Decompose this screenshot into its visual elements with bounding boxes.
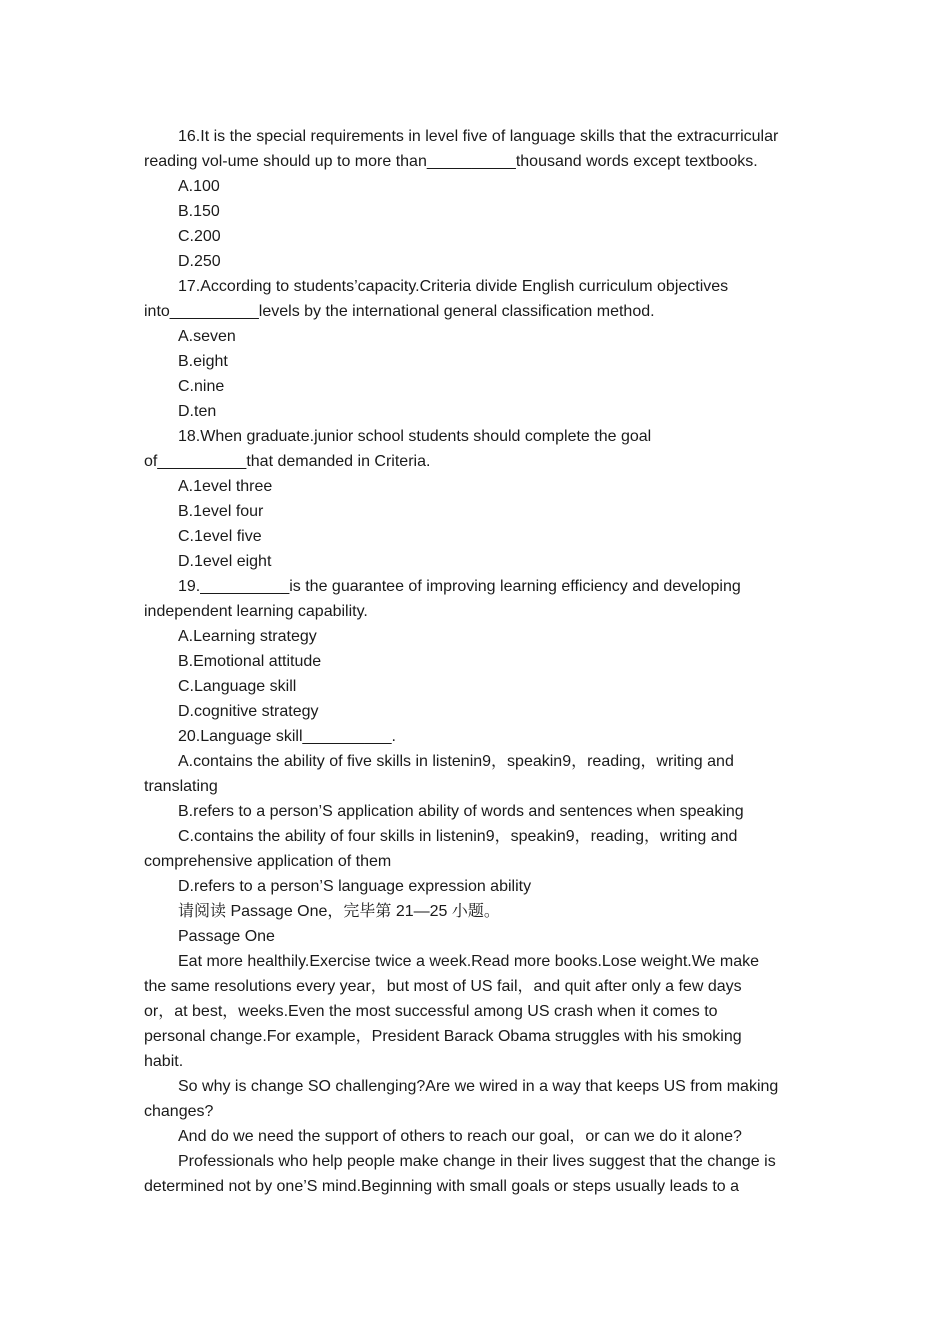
text-line: B.refers to a person’S application ability of words and sentences when speaking — [178, 803, 744, 820]
text-line: C.Language skill — [178, 678, 297, 695]
text-line: A.100 — [178, 178, 220, 195]
text-line: or，at best，weeks.Even the most successful among US crash when it comes to — [144, 1003, 718, 1020]
text-line: D.cognitive strategy — [178, 703, 319, 720]
text-line: A.seven — [178, 328, 236, 345]
text-line: So why is change SO challenging?Are we wired in a way that keeps US from making — [178, 1078, 779, 1095]
text-line: 20.Language skill__________. — [178, 728, 396, 745]
text-line: translating — [144, 778, 218, 795]
text-line: C.1evel five — [178, 528, 262, 545]
text-line: the same resolutions every year，but most of US fail，and quit after only a few days — [144, 978, 742, 995]
text-line: And do we need the support of others to reach our goal，or can we do it alone? — [178, 1128, 742, 1145]
text-line: 17.According to students’capacity.Criteria divide English curriculum objectives — [178, 278, 729, 295]
text-line: B.150 — [178, 203, 220, 220]
text-line: reading vol-ume should up to more than__________thousand words except textbooks. — [144, 153, 758, 170]
text-line: B.eight — [178, 353, 228, 370]
text-line: personal change.For example，President Barack Obama struggles with his smoking — [144, 1028, 742, 1045]
text-line: D.1evel eight — [178, 553, 272, 570]
text-line: habit. — [144, 1053, 184, 1070]
text-line: into__________levels by the international general classification method. — [144, 303, 655, 320]
text-line: C.200 — [178, 228, 221, 245]
text-line: B.Emotional attitude — [178, 653, 322, 670]
text-line: Professionals who help people make change in their lives suggest that the change is — [178, 1153, 776, 1170]
text-line: comprehensive application of them — [144, 853, 392, 870]
text-line: C.contains the ability of four skills in listenin9，speakin9，reading，writing and — [178, 828, 738, 845]
text-line: C.nine — [178, 378, 225, 395]
text-line: D.250 — [178, 253, 221, 270]
text-line: 19.__________is the guarantee of improving learning efficiency and developing — [178, 578, 741, 595]
text-line: independent learning capability. — [144, 603, 368, 620]
document-page — [144, 124, 812, 1199]
text-line: B.1evel four — [178, 503, 264, 520]
text-line: 18.When graduate.junior school students should complete the goal — [178, 428, 652, 445]
text-line: Eat more healthily.Exercise twice a week.Read more books.Lose weight.We make — [178, 953, 760, 970]
text-line: Passage One — [178, 928, 275, 945]
text-line: of__________that demanded in Criteria. — [144, 453, 431, 470]
text-line: D.refers to a person’S language expression ability — [178, 878, 532, 895]
text-line: A.Learning strategy — [178, 628, 317, 645]
text-line: determined not by one’S mind.Beginning with small goals or steps usually leads to a — [144, 1178, 739, 1195]
text-line: A.1evel three — [178, 478, 273, 495]
text-line: 16.It is the special requirements in level five of language skills that the extracurricular — [178, 128, 779, 145]
text-line: 请阅读 Passage One，完毕第 21—25 小题。 — [178, 903, 500, 920]
text-line: D.ten — [178, 403, 217, 420]
text-line: changes? — [144, 1103, 214, 1120]
text-line: A.contains the ability of five skills in listenin9，speakin9，reading，writing and — [178, 753, 734, 770]
